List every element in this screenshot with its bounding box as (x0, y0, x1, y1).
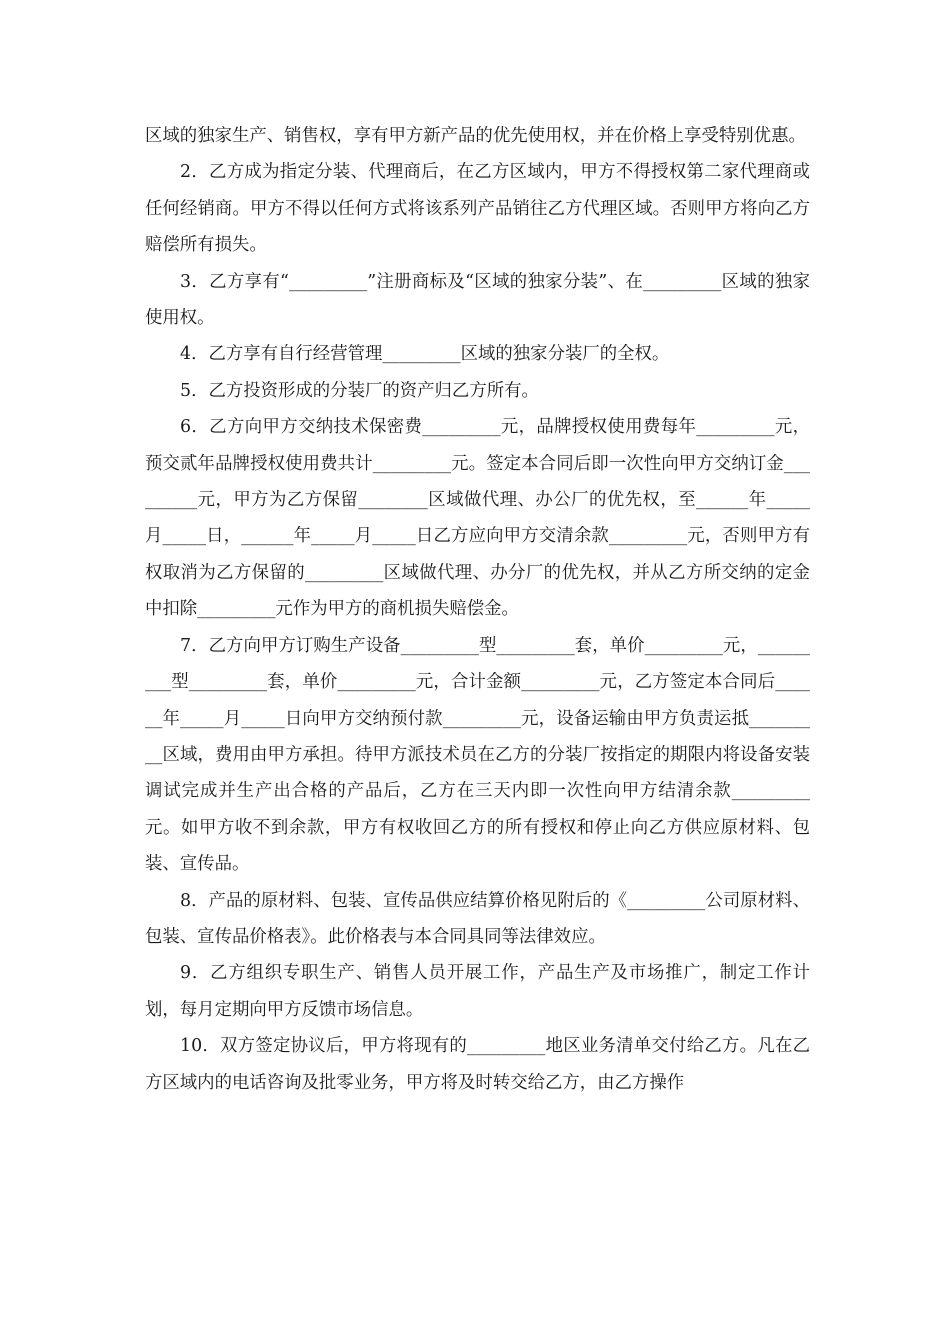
clause-10: 10．双方签定协议后，甲方将现有的_________地区业务清单交付给乙方。凡在乙方区域内的电话咨询及批零业务，甲方将及时转交给乙方，由乙方操作 (145, 1036, 810, 1093)
clause-9: 9．乙方组织专职生产、销售人员开展工作，产品生产及市场推广，制定工作计划，每月定期向甲方反馈市场信息。 (145, 963, 810, 1020)
clause-5: 5．乙方投资形成的分装厂的资产归乙方所有。 (180, 380, 539, 401)
contract-body (145, 118, 810, 1101)
paragraph-continuation: 区域的独家生产、销售权，享有甲方新产品的优先使用权，并在价格上享受特别优惠。 (145, 126, 806, 146)
clause-8: 8．产品的原材料、包装、宣传品供应结算价格见附后的《_________公司原材料、包装、宣传品价格表》。此价格表与本合同具同等法律效应。 (145, 890, 810, 947)
clause-6: 6．乙方向甲方交纳技术保密费_________元，品牌授权使用费每年_________元，预交贰年品牌授权使用费共计_________元。签定本合同后即一次性向甲方交纳订金_________元，甲方为乙方保留________区域做代理、办公厂的优先权，至______年_____月_____日，______年_____月_____日乙方应向甲方交清余款_________元，否则甲方有权取消为乙方保留的_________区域做代理、办分厂的优先权，并从乙方所交纳的定金中扣除_________元作为甲方的商机损失赔偿金。 (145, 417, 810, 620)
clause-3: 3．乙方享有“_________”注册商标及“区域的独家分装”、在_________区域的独家使用权。 (145, 271, 810, 329)
clause-7: 7．乙方向甲方订购生产设备_________型_________套，单价_________元，_________型_________套，单价_________元，合计金额_________元，乙方签定本合同后______年_____月_____日向甲方交纳预付款_________元，设备运输由甲方负责运抵_________区域，费用由甲方承担。待甲方派技术员在乙方的分装厂按指定的期限内将设备安装调试完成并生产出合格的产品后，乙方在三天内即一次性向甲方结清余款_________元。如甲方收不到余款，甲方有权收回乙方的所有授权和停止向乙方供应原材料、包装、宣传品。 (145, 635, 810, 875)
clause-2: 2．乙方成为指定分装、代理商后，在乙方区域内，甲方不得授权第二家代理商或任何经销商。甲方不得以任何方式将该系列产品销往乙方代理区域。否则甲方将向乙方赔偿所有损失。 (145, 162, 810, 256)
clause-4: 4．乙方享有自行经营管理_________区域的独家分装厂的全权。 (180, 344, 670, 365)
